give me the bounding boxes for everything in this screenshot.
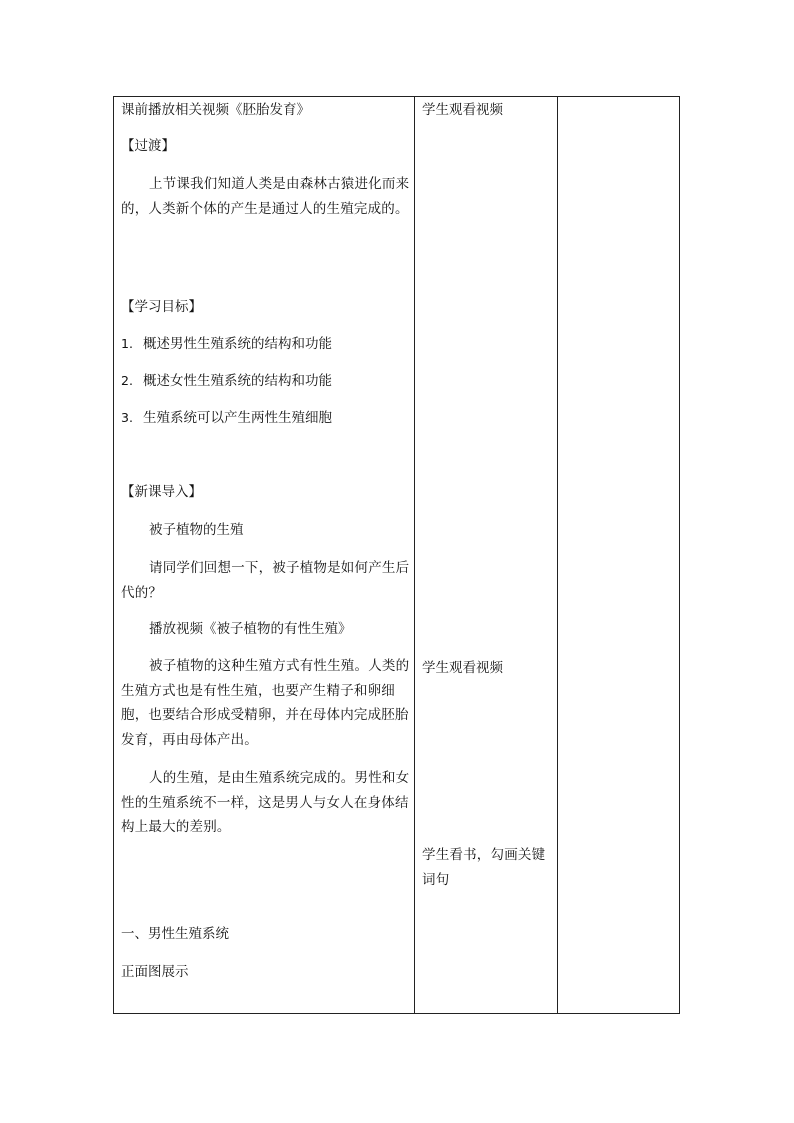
new-lesson-heading: 【新课导入】 — [121, 484, 202, 500]
objective-text: 概述女性生殖系统的结构和功能 — [143, 373, 332, 389]
sexual-reproduction-paragraph: 被子植物的这种生殖方式有性生殖。人类的生殖方式也是有性生殖，也要产生精子和卵细胞，也要结合形成受精卵，并在母体内完成胚胎发育，再由母体产出。 — [121, 658, 410, 748]
column-divider-2 — [557, 97, 558, 1013]
objective-number: 1. — [121, 336, 133, 351]
lesson-plan-table — [113, 96, 680, 1014]
objective-number: 3. — [121, 410, 133, 425]
transition-heading: 【过渡】 — [121, 138, 175, 154]
male-system-section: 一、男性生殖系统 — [121, 926, 229, 942]
question-paragraph: 请同学们回想一下，被子植物是如何产生后代的？ — [121, 560, 410, 601]
front-view-line: 正面图展示 — [121, 964, 189, 980]
intro-video-line: 课前播放相关视频《胚胎发育》 — [121, 102, 310, 118]
objective-item — [121, 372, 332, 390]
objectives-heading: 【学习目标】 — [121, 299, 202, 315]
objective-item — [121, 335, 332, 353]
human-reproduction-paragraph: 人的生殖，是由生殖系统完成的。男性和女性的生殖系统不一样，这是男人与女人在身体结构上最大的差别。 — [121, 770, 410, 835]
column-divider-1 — [414, 97, 415, 1013]
objective-text: 生殖系统可以产生两性生殖细胞 — [143, 410, 332, 426]
video2-line: 播放视频《被子植物的有性生殖》 — [149, 621, 352, 637]
student-watch-video-2: 学生观看视频 — [422, 660, 503, 676]
transition-paragraph: 上节课我们知道人类是由森林古猿进化而来的，人类新个体的产生是通过人的生殖完成的。 — [121, 176, 410, 217]
student-read-book: 学生看书，勾画关键词句 — [422, 847, 546, 888]
objective-text: 概述男性生殖系统的结构和功能 — [143, 336, 332, 352]
student-watch-video-1: 学生观看视频 — [422, 102, 503, 118]
angiosperm-line: 被子植物的生殖 — [149, 522, 244, 538]
objective-item — [121, 409, 332, 427]
objective-number: 2. — [121, 373, 133, 388]
